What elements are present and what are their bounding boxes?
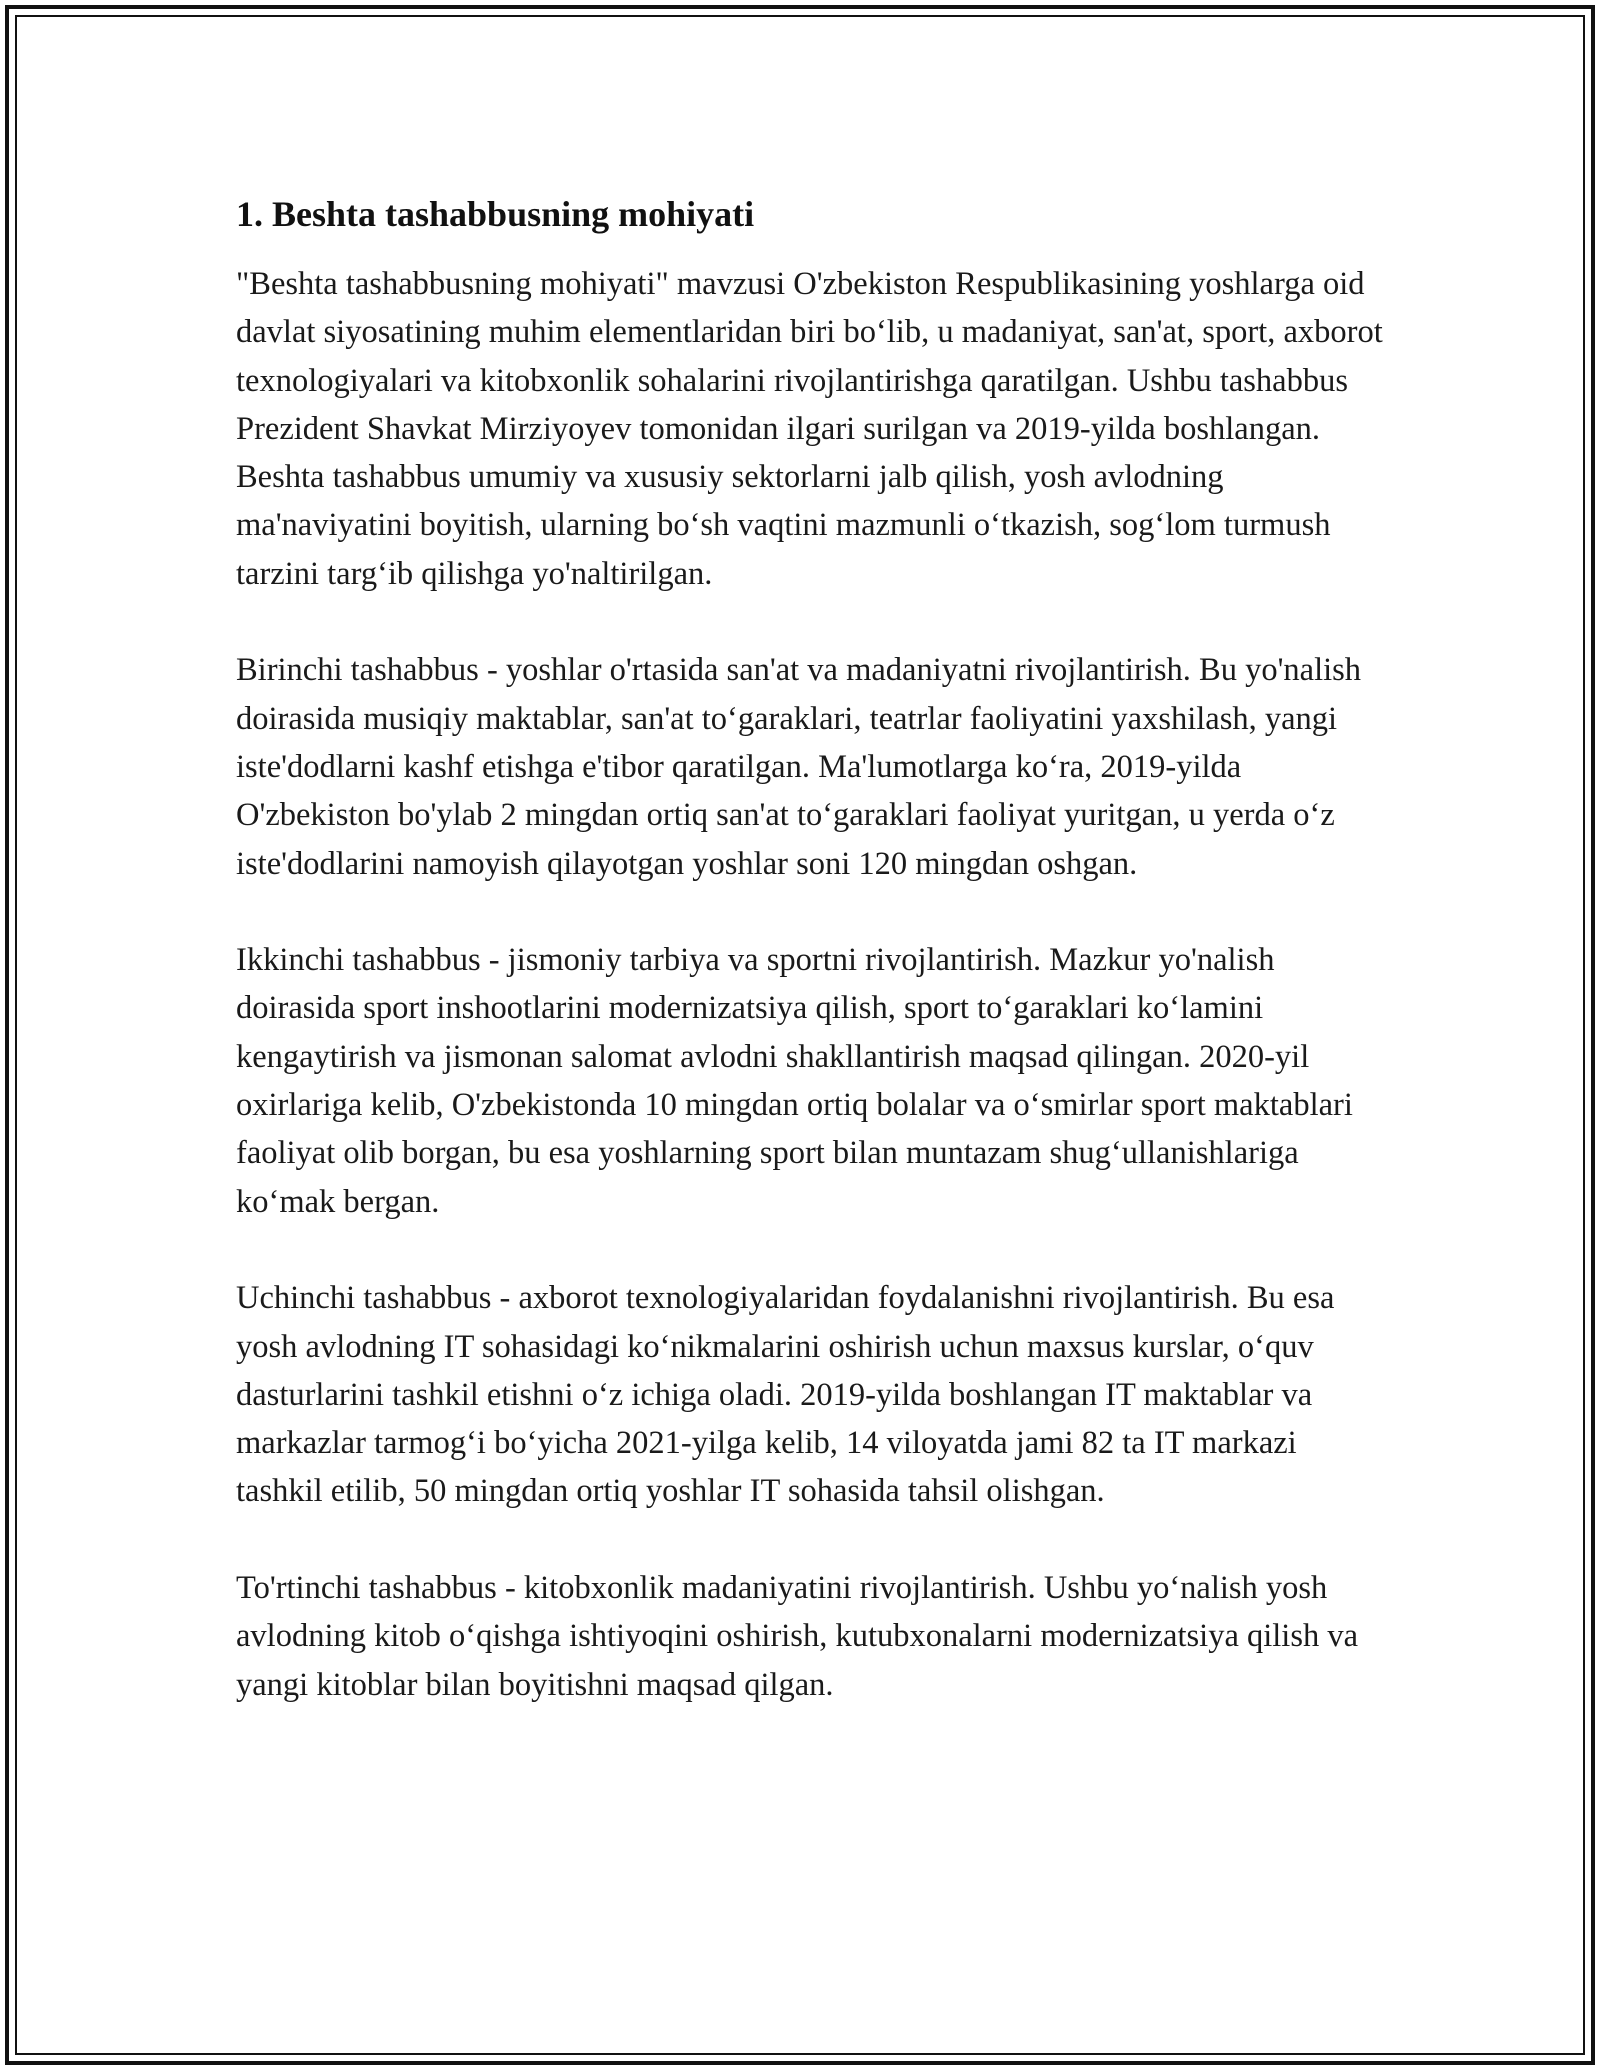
paragraph-third-initiative: Uchinchi tashabbus - axborot texnologiyalaridan foydalanishni rivojlantirish. Bu esa yosh avlodning IT sohasidagi koʻnikmalarini oshirish uchun maxsus kurslar, oʻquv dasturlarini tashkil etishni oʻz ichiga oladi. 2019-yilda boshlangan IT maktablar va markazlar tarmogʻi boʻyicha 2021-yilga kelib, 14 viloyatda jami 82 ta IT markazi tashkil etilib, 50 mingdan ortiq yoshlar IT sohasida tahsil olishgan.	[236, 1280, 1335, 1510]
paragraph-introduction: "Beshta tashabbusning mohiyati" mavzusi O'zbekiston Respublikasining yoshlarga oid davlat siyosatining muhim elementlaridan biri boʻlib, u madaniyat, san'at, sport, axborot texnologiyalari va kitobxonlik sohalarini rivojlantirishga qaratilgan. Ushbu tashabbus Prezident Shavkat Mirziyoyev tomonidan ilgari surilgan va 2019-yilda boshlangan. Beshta tashabbus umumiy va xususiy sektorlarni jalb qilish, yosh avlodning ma'naviyatini boyitish, ularning boʻsh vaqtini mazmunli oʻtkazish, sogʻlom turmush tarzini targʻib qilishga yo'naltirilgan.	[236, 266, 1383, 592]
paragraph-fourth-initiative: To'rtinchi tashabbus - kitobxonlik madaniyatini rivojlantirish. Ushbu yoʻnalish yosh avlodning kitob oʻqishga ishtiyoqini oshirish, kutubxonalarni modernizatsiya qilish va yangi kitoblar bilan boyitishni maqsad qilgan.	[236, 1570, 1359, 1703]
document-body	[236, 190, 1386, 1709]
paragraph-first-initiative: Birinchi tashabbus - yoshlar o'rtasida san'at va madaniyatni rivojlantirish. Bu yo'nalish doirasida musiqiy maktablar, san'at toʻgaraklari, teatrlar faoliyatini yaxshilash, yangi iste'dodlarni kashf etishga e'tibor qaratilgan. Ma'lumotlarga koʻra, 2019-yilda O'zbekiston bo'ylab 2 mingdan ortiq san'at toʻgaraklari faoliyat yuritgan, u yerda oʻz iste'dodlarini namoyish qilayotgan yoshlar soni 120 mingdan oshgan.	[236, 652, 1362, 882]
section-title: 1. Beshta tashabbusning mohiyati	[236, 194, 755, 234]
paragraph-second-initiative: Ikkinchi tashabbus - jismoniy tarbiya va sportni rivojlantirish. Mazkur yo'nalish doirasida sport inshootlarini modernizatsiya qilish, sport toʻgaraklari koʻlamini kengaytirish va jismonan salomat avlodni shakllantirish maqsad qilingan. 2020-yil oxirlariga kelib, O'zbekistonda 10 mingdan ortiq bolalar va oʻsmirlar sport maktablari faoliyat olib borgan, bu esa yoshlarning sport bilan muntazam shugʻullanishlariga koʻmak bergan.	[236, 942, 1353, 1220]
